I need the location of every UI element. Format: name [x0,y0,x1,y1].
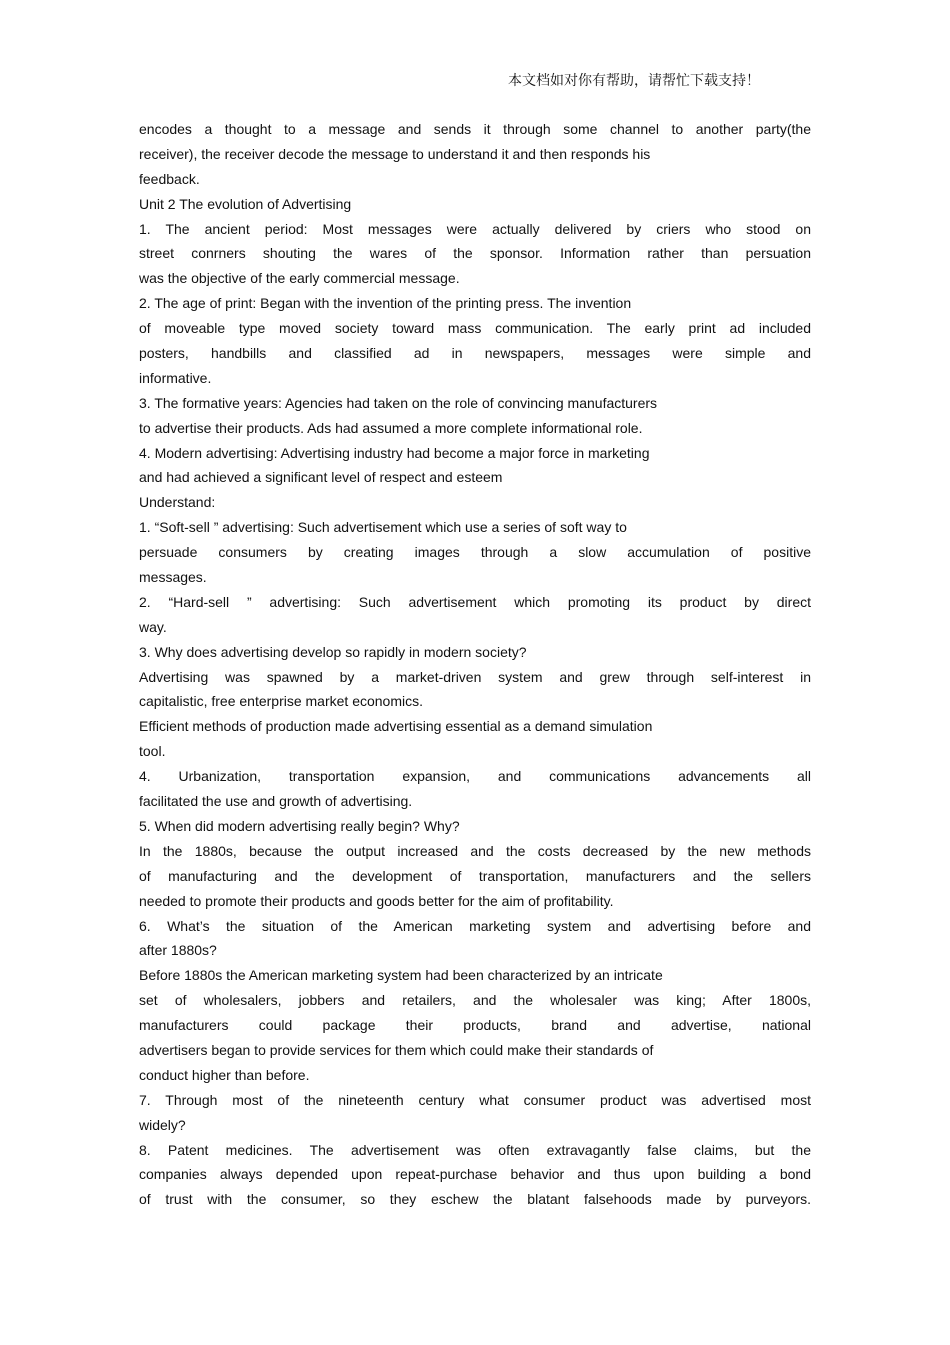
text-line: 8. Patent medicines. The advertisement was often extravagantly false claims, but the [139,1141,811,1158]
text-line: 1. The ancient period: Most messages were actually delivered by criers who stood on [139,220,811,237]
body-text [139,117,811,1212]
text-line: 4. Urbanization, transportation expansion, and communications advancements all [139,768,811,785]
text-line: Efficient methods of production made advertising essential as a demand simulation [139,718,653,735]
text-line: was the objective of the early commercial message. [139,270,460,287]
text-line: Before 1880s the American marketing system had been characterized by an intricate [139,967,663,984]
header-note: 本文档如对你有帮助，请帮忙下载支持！ [508,73,760,89]
text-line: widely? [139,1116,186,1133]
text-line: Unit 2 The evolution of Advertising [139,195,352,212]
text-line: advertisers began to provide services for them which could make their standards of [139,1041,654,1058]
text-line: Understand: [139,494,216,511]
text-line: and had achieved a significant level of respect and esteem [139,469,503,486]
text-line: of moveable type moved society toward mass communication. The early print ad included [139,320,811,337]
text-line: 7. Through most of the nineteenth century what consumer product was advertised most [139,1091,811,1108]
text-line: 3. The formative years: Agencies had taken on the role of convincing manufacturers [139,394,658,411]
text-line: street conrners shouting the wares of the sponsor. Information rather than persuation [139,245,811,262]
text-line: 2. The age of print: Began with the invention of the printing press. The invention [139,295,632,312]
text-line: encodes a thought to a message and sends it through some channel to another party(the [139,121,811,137]
text-line: of manufacturing and the development of transportation, manufacturers and the sellers [139,867,811,884]
text-line: 4. Modern advertising: Advertising industry had become a major force in marketing [139,444,650,461]
text-line: tool. [139,743,166,760]
text-line: capitalistic, free enterprise market economics. [139,693,423,710]
text-line: set of wholesalers, jobbers and retailers, and the wholesaler was king; After 1800s, [139,992,811,1009]
text-line: In the 1880s, because the output increased and the costs decreased by the new methods [139,842,811,859]
text-line: 6. What’s the situation of the American marketing system and advertising before and [139,917,811,934]
text-line: posters, handbills and classified ad in newspapers, messages were simple and [139,345,811,362]
text-line: feedback. [139,170,200,187]
text-line: receiver), the receiver decode the message to understand it and then responds his [139,145,651,162]
text-line: of trust with the consumer, so they eschew the blatant falsehoods made by purveyors. [139,1191,811,1208]
text-line: companies always depended upon repeat-purchase behavior and thus upon building a bond [139,1166,811,1183]
text-line: 3. Why does advertising develop so rapidly in modern society? [139,643,527,660]
text-line: to advertise their products. Ads had assumed a more complete informational role. [139,419,643,436]
text-line: way. [139,618,167,635]
text-line: informative. [139,369,212,386]
text-line: manufacturers could package their products, brand and advertise, national [139,1017,811,1034]
text-line: messages. [139,569,207,586]
text-line: conduct higher than before. [139,1066,310,1083]
text-line: persuade consumers by creating images through a slow accumulation of positive [139,544,811,561]
text-line: 2. “Hard-sell ” advertising: Such advertisement which promoting its product by direct [139,593,811,610]
text-line: needed to promote their products and goods better for the aim of profitability. [139,892,614,909]
text-line: 1. “Soft-sell ” advertising: Such advertisement which use a series of soft way to [139,519,627,536]
text-line: Advertising was spawned by a market-driven system and grew through self-interest in [139,668,811,685]
text-line: facilitated the use and growth of advertising. [139,793,413,810]
text-line: after 1880s? [139,942,217,959]
text-line: 5. When did modern advertising really begin? Why? [139,817,460,834]
